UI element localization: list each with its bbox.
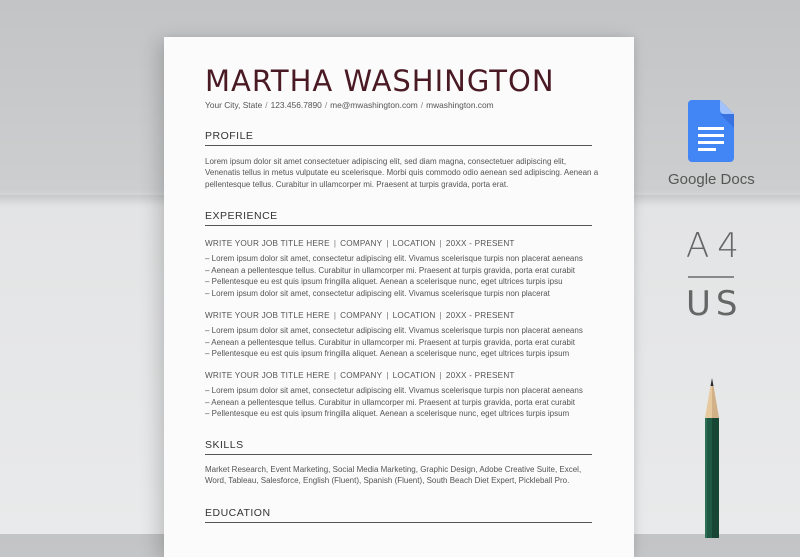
contact-email: me@mwashington.com xyxy=(330,100,418,110)
job-bullet: – Lorem ipsum dolor sit amet, consectetur adipiscing elit. Vivamus scelerisque turpis non placerat aeneans xyxy=(205,385,600,397)
job-entry xyxy=(205,311,600,360)
job-dates: 20XX - PRESENT xyxy=(445,311,515,320)
profile-text: Lorem ipsum dolor sit amet consectetuer adipiscing elit, sed diam magna, consectetuer adipiscing elit, Venenatis tellus in metus vulputate eu scelerisque. Morbi quis commodo odio aenean sed adipiscing. Aenean a pellentesque tellus. Curabitur in ullamcorper mi. Praesent at turpis gravida, porta erat. xyxy=(205,157,599,189)
job-dates: 20XX - PRESENT xyxy=(445,239,515,248)
job-bullet: – Lorem ipsum dolor sit amet, consectetur adipiscing elit. Vivamus scelerisque turpis non placerat xyxy=(205,288,600,300)
job-title: WRITE YOUR JOB TITLE HERE xyxy=(205,371,330,380)
job-bullets xyxy=(205,385,600,420)
education-heading: EDUCATION xyxy=(205,507,592,523)
job-title-line: WRITE YOUR JOB TITLE HERE | COMPANY | LOCATION | 20XX - PRESENT xyxy=(205,311,515,320)
job-bullet: – Pellentesque eu est quis ipsum fringilla aliquet. Aenean a scelerisque nunc, eget ultrices turpis ipsum xyxy=(205,408,600,420)
job-title-line: WRITE YOUR JOB TITLE HERE | COMPANY | LOCATION | 20XX - PRESENT xyxy=(205,239,515,248)
job-bullets xyxy=(205,253,600,299)
size-us-label: US xyxy=(686,284,743,324)
job-title: WRITE YOUR JOB TITLE HERE xyxy=(205,311,330,320)
skills-text: Market Research, Event Marketing, Social Media Marketing, Graphic Design, Adobe Creative Suite, Excel, Word, Tableau, Salesforce, English (Fluent), Spanish (Fluent), South Beach Diet Expert, Pickleball Pro. xyxy=(205,465,582,486)
google-docs-label: Google Docs xyxy=(668,171,755,188)
job-bullet: – Aenean a pellentesque tellus. Curabitur in ullamcorper mi. Praesent at turpis gravida, porta erat curabit xyxy=(205,265,600,277)
contact-separator: / xyxy=(324,100,328,110)
google-docs-icon xyxy=(688,100,734,162)
job-title-line: WRITE YOUR JOB TITLE HERE | COMPANY | LOCATION | 20XX - PRESENT xyxy=(205,371,515,380)
contact-phone: 123.456.7890 xyxy=(270,100,322,110)
contact-location: Your City, State xyxy=(205,100,263,110)
job-location: LOCATION xyxy=(392,311,436,320)
job-bullet: – Pellentesque eu est quis ipsum fringilla aliquet. Aenean a scelerisque nunc, eget ultrices turpis ipsu xyxy=(205,276,600,288)
job-bullet: – Aenean a pellentesque tellus. Curabitur in ullamcorper mi. Praesent at turpis gravida, porta erat curabit xyxy=(205,397,600,409)
job-title: WRITE YOUR JOB TITLE HERE xyxy=(205,239,330,248)
job-company: COMPANY xyxy=(340,311,383,320)
contact-website: mwashington.com xyxy=(426,100,494,110)
contact-separator: / xyxy=(265,100,268,110)
resume-page xyxy=(164,37,634,557)
job-bullet: – Lorem ipsum dolor sit amet, consectetur adipiscing elit. Vivamus scelerisque turpis non placerat aeneans xyxy=(205,325,600,337)
job-bullet: – Aenean a pellentesque tellus. Curabitur in ullamcorper mi. Praesent at turpis gravida, porta erat curabit xyxy=(205,337,600,349)
profile-heading: PROFILE xyxy=(205,130,592,146)
job-company: COMPANY xyxy=(340,371,383,380)
job-dates: 20XX - PRESENT xyxy=(445,371,515,380)
pencil-icon xyxy=(700,378,724,538)
contact-separator: / xyxy=(420,100,424,110)
job-bullets xyxy=(205,325,600,360)
job-bullet: – Pellentesque eu est quis ipsum fringilla aliquet. Aenean a scelerisque nunc, eget ultrices turpis ipsum xyxy=(205,348,600,360)
skills-heading: SKILLS xyxy=(205,439,592,455)
resume-name: MARTHA WASHINGTON xyxy=(205,64,555,98)
job-company: COMPANY xyxy=(340,239,383,248)
job-entry xyxy=(205,371,600,420)
job-location: LOCATION xyxy=(392,239,436,248)
contact-line xyxy=(205,100,494,110)
experience-heading: EXPERIENCE xyxy=(205,210,592,226)
size-divider xyxy=(688,276,734,278)
job-bullet: – Lorem ipsum dolor sit amet, consectetur adipiscing elit. Vivamus scelerisque turpis non placerat aeneans xyxy=(205,253,600,265)
job-location: LOCATION xyxy=(392,371,436,380)
job-entry xyxy=(205,239,600,299)
size-a4-label: A4 xyxy=(686,226,747,266)
